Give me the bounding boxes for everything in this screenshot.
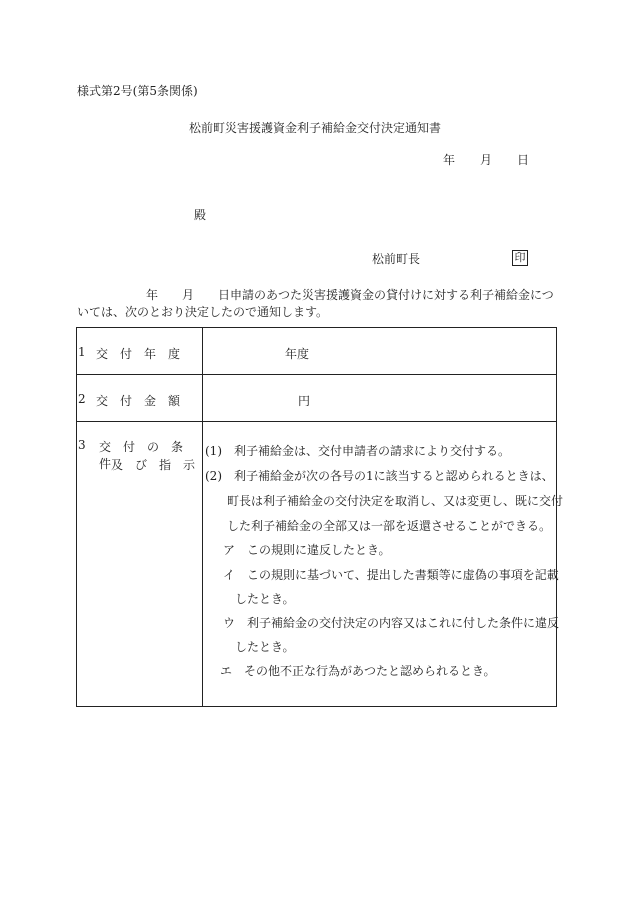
amount-label-cell xyxy=(77,375,203,422)
condition-sub-a: ア この規則に違反したとき。 xyxy=(223,543,391,557)
condition-item-2-cont-1: 町長は利子補給金の交付決定を取消し、又は変更し、既に交付 xyxy=(227,494,564,508)
table-row-amount xyxy=(77,375,557,422)
condition-sub-e: エ その他不正な行為があつたと認められるとき。 xyxy=(220,664,496,678)
condition-sub-i: イ この規則に基づいて、提出した書類等に虚偽の事項を記載 xyxy=(223,568,559,582)
table-row-conditions xyxy=(77,422,557,707)
amount-unit: 円 xyxy=(298,394,311,408)
fiscal-year-label-cell xyxy=(77,328,203,375)
seal-mark: 印 xyxy=(512,250,528,266)
condition-sub-i-cont: したとき。 xyxy=(235,592,295,606)
intro-line-2: いては、次のとおり決定したので通知します。 xyxy=(77,305,329,319)
fiscal-year-label: 交 付 年 度 xyxy=(96,347,181,361)
condition-item-1: (1) 利子補給金は、交付申請者の請求により交付する。 xyxy=(205,444,511,458)
date-month-label: 月 xyxy=(480,153,493,167)
date-line xyxy=(443,154,529,166)
condition-item-2: (2) 利子補給金が次の各号の1に該当すると認められるときは、 xyxy=(205,469,554,483)
condition-sub-u-cont: したとき。 xyxy=(235,640,295,654)
date-day-label: 日 xyxy=(517,153,530,167)
amount-value-cell xyxy=(203,375,557,422)
document-title: 松前町災害援護資金利子補給金交付決定通知書 xyxy=(189,121,442,135)
conditions-label-line-2: 及 び 指 示 xyxy=(111,458,196,472)
issuer-name: 松前町長 xyxy=(372,252,421,266)
conditions-content-cell xyxy=(203,422,564,707)
condition-sub-u: ウ 利子補給金の交付決定の内容又はこれに付した条件に違反 xyxy=(223,616,560,630)
condition-item-2-cont-2: した利子補給金の全部又は一部を返還させることができる。 xyxy=(227,519,552,533)
intro-line-1: 年 月 日申請のあつた災害援護資金の貸付けに対する利子補給金につ xyxy=(146,288,554,302)
form-number: 様式第2号(第5条関係) xyxy=(77,84,198,98)
row-number: 3 xyxy=(78,438,86,452)
conditions-label-cell xyxy=(77,422,203,707)
date-year-label: 年 xyxy=(443,153,456,167)
fiscal-year-value-cell xyxy=(203,328,557,375)
conditions-label-line-1: 交 付 の 条 件 xyxy=(99,440,196,471)
row-number: 2 xyxy=(78,392,86,406)
row-number: 1 xyxy=(78,345,86,359)
addressee-suffix: 殿 xyxy=(194,208,207,222)
decision-table xyxy=(76,327,564,707)
fiscal-year-unit: 年度 xyxy=(285,347,310,361)
amount-label: 交 付 金 額 xyxy=(96,394,181,408)
table-row-fiscal-year xyxy=(77,328,557,375)
